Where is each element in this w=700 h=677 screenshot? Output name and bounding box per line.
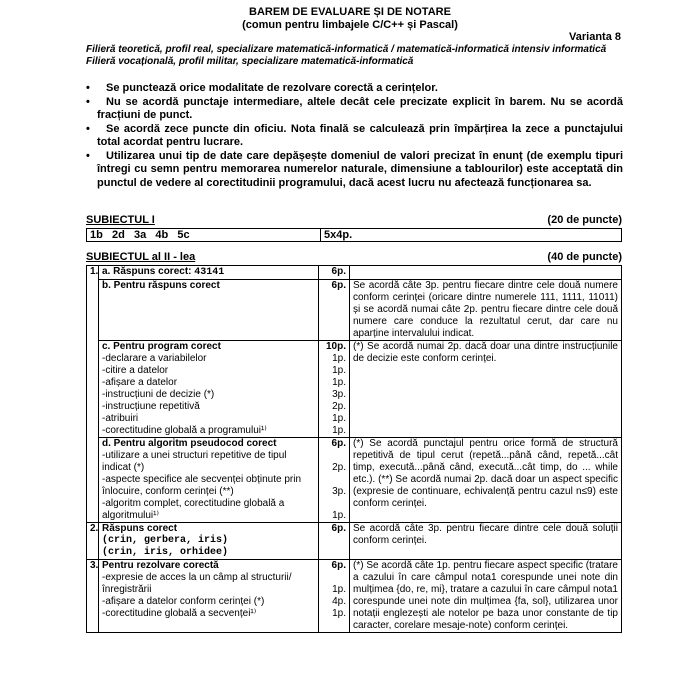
filiera-line-2: Filieră vocațională, profil militar, specializare matematică-informatică xyxy=(86,56,414,67)
q1d-points-cell xyxy=(319,438,350,523)
rule-item: • Utilizarea unui tip de date care depășește domeniul de valori precizat în enunț (de exemplu tipuri întregi cu semn pentru memorarea numerelor naturale, dimensiune a tablourilor) este acceptată din punctul de vedere al corectitudinii programului, dacă acest lucru nu afectează funcționarea sa. xyxy=(97,150,623,191)
q1c-item-points: 1p. xyxy=(332,413,346,424)
q2-note: Se acordă câte 3p. pentru fiecare dintre cele două soluții conform cerinței. xyxy=(350,523,622,560)
q3-note: (*) Se acordă câte 1p. pentru fiecare aspect specific (tratare a cazului în care câmpul nota1 corespunde unei note din mulțimea {do, re, mi}, tratare a cazului în care câmpul nota1 corespunde unei note din mulțimea {fa, sol}, utilizarea unor notații englezești ale notelor pe baza unor constante de tip caracter, corelare mesaje-note) conform cerinței. xyxy=(350,560,622,633)
table-row xyxy=(87,523,622,560)
rule-item: • Nu se acordă punctaje intermediare, altele decât cele precizate explicit în barem. Nu se acordă fracțiuni de punct. xyxy=(97,96,623,123)
q2-answer: (crin, gerbera, iris) xyxy=(102,535,229,546)
table-row xyxy=(87,438,622,523)
title-line-2: (comun pentru limbajele C/C++ și Pascal) xyxy=(242,19,458,31)
q1c-item-points: 1p. xyxy=(332,425,346,436)
q3-item: -expresie de acces la un câmp al structurii/înregistrării xyxy=(102,572,292,595)
q3-item-points: 4p. xyxy=(332,596,346,607)
q1c-item-points: 1p. xyxy=(332,353,346,364)
subiect2-title: SUBIECTUL al II - lea xyxy=(86,251,196,263)
filiera-line-1: Filieră teoretică, profil real, specializare matematică-informatică / matematică-informatică intensiv informatică xyxy=(86,44,607,55)
q1b-label: b. Pentru răspuns corect xyxy=(99,280,319,341)
q1c-note: (*) Se acordă numai 2p. dacă doar una dintre instrucțiunile de decizie este conform cerinței. xyxy=(350,341,622,438)
q1d-item: -algoritm complet, corectitudine globală a algoritmului¹⁾ xyxy=(102,498,285,521)
table-row xyxy=(87,266,622,280)
q2-number: 2. xyxy=(87,523,99,560)
q1c-item: -atribuiri xyxy=(102,413,139,424)
table-row xyxy=(87,560,622,633)
subiect2-points: (40 de puncte) xyxy=(547,251,622,263)
q1d-item: -aspecte specifice ale secvenței obținute prin înlocuire, conform cerinței (**) xyxy=(102,474,302,497)
q1c-item: -instrucțiune repetitivă xyxy=(102,401,200,412)
q2-answer: (crin, iris, orhidee) xyxy=(102,547,229,558)
q3-points: 6p. xyxy=(331,560,346,571)
q1c-item: -citire a datelor xyxy=(102,365,169,376)
q3-item: -afișare a datelor conform cerinței (*) xyxy=(102,596,265,607)
q1c-points-cell xyxy=(319,341,350,438)
q2-label: Răspuns corect xyxy=(102,523,178,534)
q1b-points: 6p. xyxy=(319,280,350,341)
q1d-requirements xyxy=(99,438,319,523)
rule-item: • Se acordă zece puncte din oficiu. Nota finală se calculează prin împărțirea la zece a punctajului total acordat pentru lucrare. xyxy=(97,123,623,150)
title-line-1: BAREM DE EVALUARE ȘI DE NOTARE xyxy=(249,6,451,18)
q1-number: 1. xyxy=(87,266,99,523)
subiect1-answers: 1b 2d 3a 4b 5c xyxy=(87,229,321,241)
table-row xyxy=(87,280,622,341)
subiect1-title: SUBIECTUL I xyxy=(86,214,155,226)
table-row xyxy=(87,341,622,438)
variant-label: Varianta 8 xyxy=(569,31,621,43)
subiect2-table xyxy=(86,265,622,633)
q3-requirements xyxy=(99,560,319,633)
q1a-note xyxy=(350,266,622,280)
q1a-label-cell xyxy=(99,266,319,280)
q3-item-points: 1p. xyxy=(332,584,346,595)
q1a-label: a. Răspuns corect: xyxy=(102,266,192,277)
subiect1-points: (20 de puncte) xyxy=(547,214,622,226)
q3-points-cell xyxy=(319,560,350,633)
q1d-item-points: 1p. xyxy=(332,510,346,521)
q1c-label: c. Pentru program corect xyxy=(102,341,221,352)
q1d-points: 6p. xyxy=(331,438,346,449)
q1a-answer: 43141 xyxy=(194,267,225,278)
subiect1-answers-row xyxy=(86,228,622,242)
q1a-points: 6p. xyxy=(319,266,350,280)
subiect2-header xyxy=(86,251,622,263)
q1d-label: d. Pentru algoritm pseudocod corect xyxy=(102,438,277,449)
q1c-item: -instrucțiuni de decizie (*) xyxy=(102,389,215,400)
q1c-item: -corectitudine globală a programului¹⁾ xyxy=(102,425,267,436)
q1c-item-points: 2p. xyxy=(332,401,346,412)
q1c-item-points: 3p. xyxy=(332,389,346,400)
q1b-note: Se acordă câte 3p. pentru fiecare dintre cele două numere conform cerinței (oricare dintre numerele 111, 1111, 11011) și se acordă numai câte 2p. pentru fiecare dintre cele două numere care conduce la rezultatul cerut, dar care nu aparține intervalului indicat. xyxy=(350,280,622,341)
q1c-requirements xyxy=(99,341,319,438)
rule-item: • Se punctează orice modalitate de rezolvare corectă a cerințelor. xyxy=(97,82,623,96)
q3-item-points: 1p. xyxy=(332,608,346,619)
q3-item: -corectitudine globală a secvenței¹⁾ xyxy=(102,608,257,619)
q1c-item-points: 1p. xyxy=(332,365,346,376)
subiect1-score: 5x4p. xyxy=(324,229,353,241)
q1d-item-points: 2p. xyxy=(332,462,346,473)
q1c-item: -afișare a datelor xyxy=(102,377,178,388)
q1c-item: -declarare a variabilelor xyxy=(102,353,207,364)
document-title xyxy=(0,6,700,32)
q2-requirements xyxy=(99,523,319,560)
q3-label: Pentru rezolvare corectă xyxy=(102,560,219,571)
q1d-item: -utilizare a unei structuri repetitive de tipul indicat (*) xyxy=(102,450,287,473)
q3-number: 3. xyxy=(87,560,99,633)
subiect1-header xyxy=(86,214,622,226)
q1d-note: (*) Se acordă punctajul pentru orice formă de structură repetitivă de tipul cerut (repetă...până când, repetă...cât timp, execută...până când, execută...cât timp, do ... while etc.). (**) Se acordă numai 2p. dacă doar un aspect specific (expresie de continuare, echivalență pentru cazul n≤9) este conform cerinței. xyxy=(350,438,622,523)
q1c-item-points: 1p. xyxy=(332,377,346,388)
grading-rules-list xyxy=(97,82,623,190)
q1d-item-points: 3p. xyxy=(332,486,346,497)
q2-points: 6p. xyxy=(319,523,350,560)
q1c-points: 10p. xyxy=(325,341,346,352)
